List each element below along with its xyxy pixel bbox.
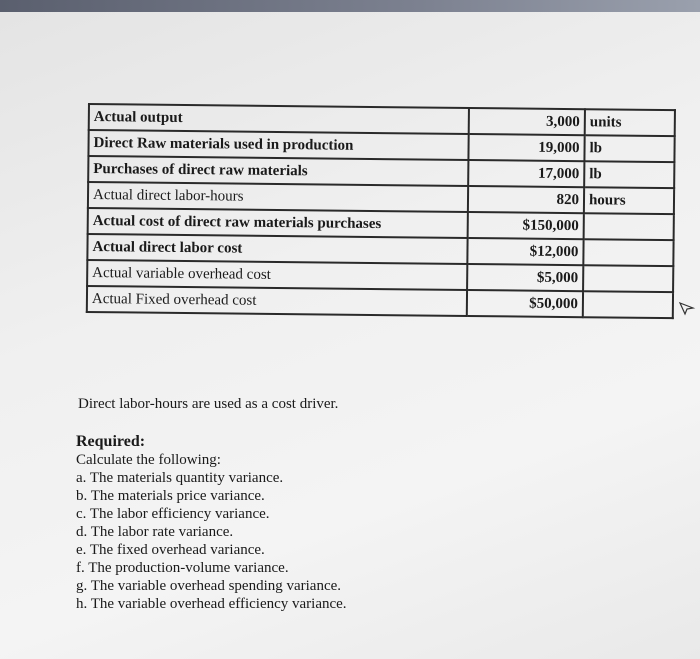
row-value: 19,000 xyxy=(468,134,584,161)
mouse-pointer-icon xyxy=(678,300,696,316)
cost-driver-note: Direct labor-hours are used as a cost driver. xyxy=(78,396,339,412)
row-unit: lb xyxy=(584,135,674,162)
table-row xyxy=(87,286,673,318)
row-value: 17,000 xyxy=(468,160,584,187)
row-unit: lb xyxy=(584,161,674,188)
screen-top-band xyxy=(0,0,700,12)
required-item-h: h. The variable overhead efficiency variance. xyxy=(76,596,347,612)
row-label: Actual output xyxy=(89,104,469,134)
required-item-g: g. The variable overhead spending variance. xyxy=(76,578,342,594)
row-unit: units xyxy=(585,109,675,136)
row-value: 820 xyxy=(468,186,584,213)
required-item-a: a. The materials quantity variance. xyxy=(76,470,284,486)
row-unit xyxy=(583,291,673,318)
required-item-f: f. The production-volume variance. xyxy=(76,560,289,576)
data-table xyxy=(86,103,676,319)
row-unit xyxy=(583,239,673,266)
row-label: Actual direct labor-hours xyxy=(88,182,468,212)
row-unit xyxy=(584,213,674,240)
required-title: Required: xyxy=(76,433,146,450)
row-value: $50,000 xyxy=(467,290,583,317)
row-value: $12,000 xyxy=(467,238,583,265)
row-unit: hours xyxy=(584,187,674,214)
required-item-e: e. The fixed overhead variance. xyxy=(76,542,265,558)
row-value: $150,000 xyxy=(468,212,584,239)
required-item-c: c. The labor efficiency variance. xyxy=(76,506,270,522)
required-item-b: b. The materials price variance. xyxy=(76,488,265,504)
required-intro: Calculate the following: xyxy=(76,452,221,468)
row-unit xyxy=(583,265,673,292)
required-section xyxy=(76,433,347,613)
row-label: Actual variable overhead cost xyxy=(87,260,467,290)
required-item-d: d. The labor rate variance. xyxy=(76,524,234,540)
row-value: 3,000 xyxy=(469,108,585,135)
row-label: Purchases of direct raw materials xyxy=(88,156,468,186)
row-label: Actual Fixed overhead cost xyxy=(87,286,467,316)
row-label: Actual cost of direct raw materials purchases xyxy=(88,208,468,238)
row-value: $5,000 xyxy=(467,264,583,291)
row-label: Actual direct labor cost xyxy=(87,234,467,264)
row-label: Direct Raw materials used in production xyxy=(88,130,468,160)
